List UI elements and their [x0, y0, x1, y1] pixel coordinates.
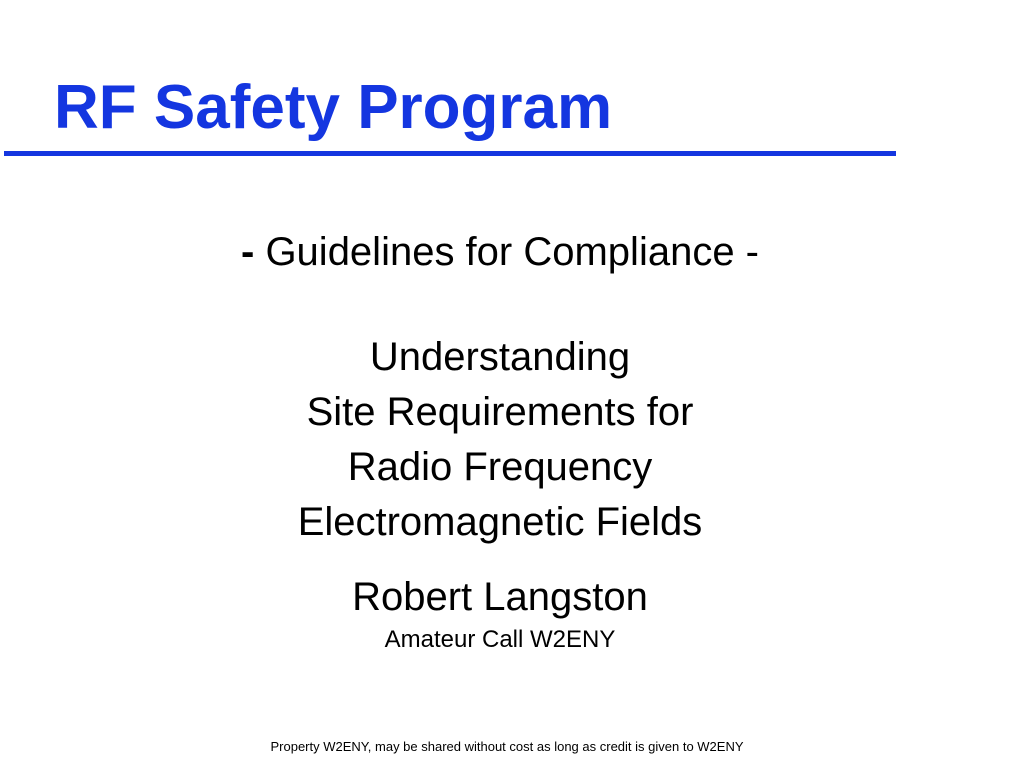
slide-title: RF Safety Program [54, 73, 613, 142]
subtitle-lead-dash: - [241, 230, 255, 274]
author-callsign: Amateur Call W2ENY [384, 626, 616, 653]
footer-note: Property W2ENY, may be shared without cost as long as credit is given to W2ENY [270, 739, 744, 754]
main-line: Electromagnetic Fields [297, 500, 703, 544]
subtitle [0, 226, 1000, 278]
main-line: Radio Frequency [347, 445, 653, 489]
main-line: Site Requirements for [306, 390, 694, 434]
main-line: Understanding [369, 335, 631, 379]
main-heading-block [0, 330, 1000, 550]
author-name: Robert Langston [352, 575, 648, 619]
title-underline [4, 151, 896, 156]
subtitle-text: Guidelines for Compliance - [254, 230, 759, 274]
